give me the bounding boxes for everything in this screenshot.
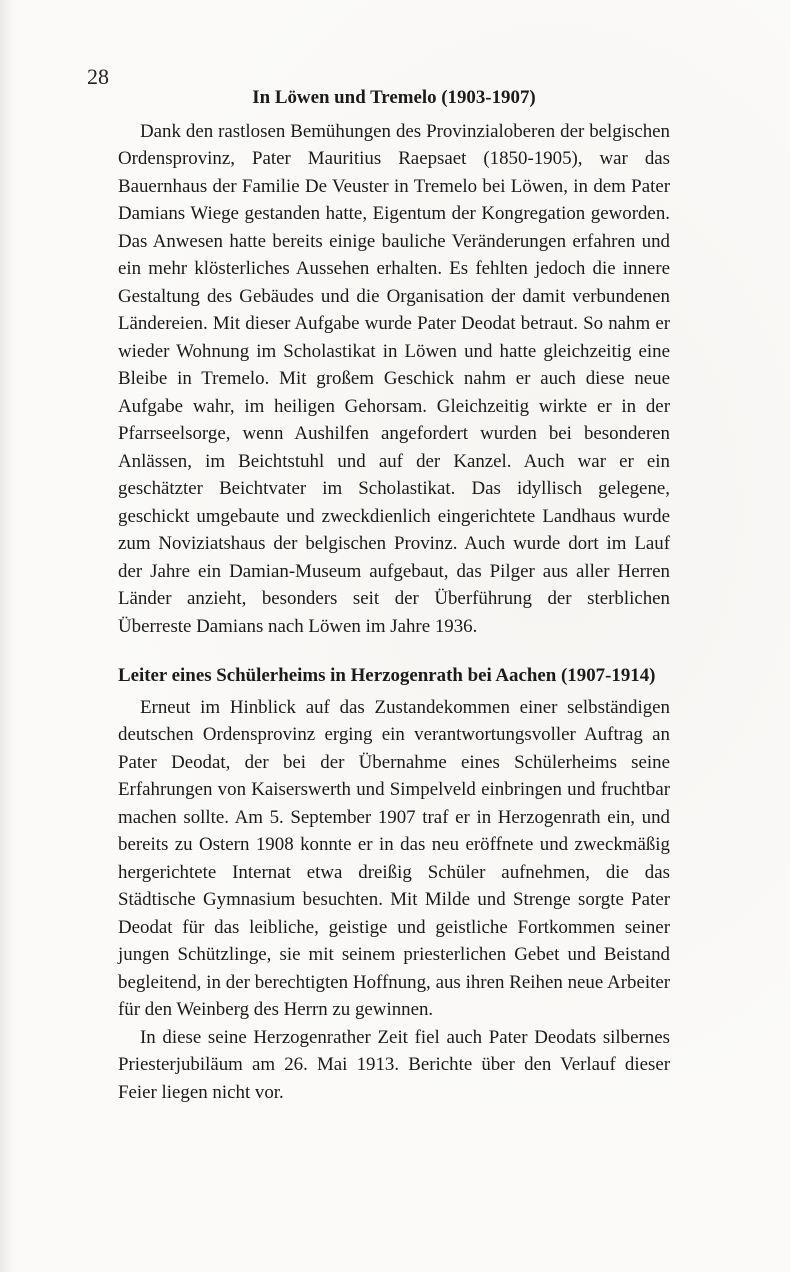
section-heading-loewen-tremelo: In Löwen und Tremelo (1903-1907) [252,87,536,108]
page-number: 28 [87,64,109,89]
paragraph: Dank den rastlosen Bemühungen des Provinzialoberen der belgischen Ordensprovinz, Pater Mauritius Raepsaet (1850-1905), war das Bauernhaus der Familie De Veuster in Tremelo bei Löwen, in dem Pater Damians Wiege gestanden hatte, Eigentum der Kongregation geworden. Das Anwesen hatte bereits einige bauliche Veränderungen erfahren und ein mehr klösterliches Aussehen erhalten. Es fehlten jedoch die innere Gestaltung des Gebäudes und die Organisation der damit verbundenen Ländereien. Mit dieser Aufgabe wurde Pater Deodat betraut. So nahm er wieder Wohnung im Scholastikat in Löwen und hatte gleichzeitig eine Bleibe in Tremelo. Mit großem Geschick nahm er auch diese neue Aufgabe wahr, im heiligen Gehorsam. Gleichzeitig wirkte er in der Pfarrseelsorge, wenn Aushilfen angefordert wurden bei besonderen Anlässen, im Beichtstuhl und auf der Kanzel. Auch war er ein geschätzter Beichtvater im Scholastikat. Das idyllisch gelegene, geschickt umgebaute und zweckdienlich eingerichtete Landhaus wurde zum Noviziatshaus der belgischen Provinz. Auch wurde dort im Lauf der Jahre ein Damian-Museum aufgebaut, das Pilger aus aller Herren Länder anzieht, besonders seit der Überführung der sterblichen Überreste Damians nach Löwen im Jahre 1936. [118,120,670,637]
section-heading-herzogenrath: Leiter eines Schülerheims in Herzogenrath bei Aachen (1907-1914) [118,665,656,686]
paragraph: Erneut im Hinblick auf das Zustandekommen einer selbständigen deutschen Ordensprovinz erging ein verantwortungsvoller Auftrag an Pater Deodat, der bei der Übernahme eines Schülerheims seine Erfahrungen von Kaiserswerth und Simpelveld einbringen und fruchtbar machen sollte. Am 5. September 1907 traf er in Herzogenrath ein, und bereits zu Ostern 1908 konnte er in das neu eröffnete und zweckmäßig hergerichtete Internat etwa dreißig Schüler aufnehmen, die das Städtische Gymnasium besuchten. Mit Milde und Strenge sorgte Pater Deodat für das leibliche, geistige und geistliche Fortkommen seiner jungen Schützlinge, sie mit seinem priesterlichen Gebet und Beistand begleitend, in der berechtigten Hoffnung, aus ihren Reihen neue Arbeiter für den Weinberg des Herrn zu gewinnen. [118,696,670,1020]
page-body [118,84,670,1106]
paragraph: In diese seine Herzogenrather Zeit fiel auch Pater Deodats silbernes Priesterjubiläum am 26. Mai 1913. Berichte über den Verlauf dieser Feier liegen nicht vor. [118,1026,670,1103]
